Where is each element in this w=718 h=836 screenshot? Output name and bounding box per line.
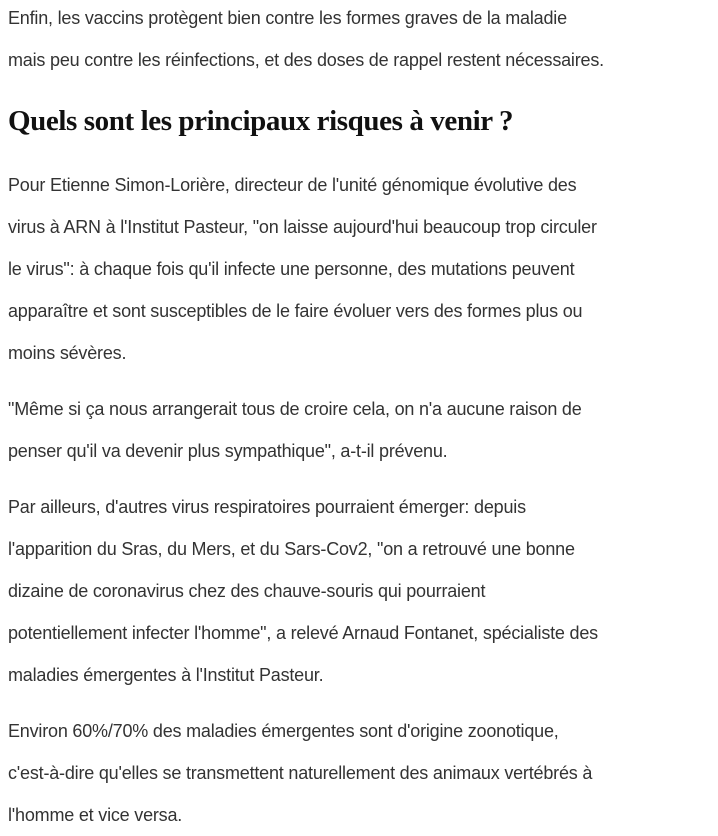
text-line: Environ 60%/70% des maladies émergentes sont d'origine zoonotique,: [8, 721, 559, 741]
section-heading: Quels sont les principaux risques à venir ?: [8, 105, 514, 137]
text-line: "Même si ça nous arrangerait tous de croire cela, on n'a aucune raison de: [8, 399, 582, 419]
paragraph-simon-loriere: [8, 164, 597, 374]
text-line: le virus": à chaque fois qu'il infecte une personne, des mutations peuvent: [8, 259, 575, 279]
text-line: maladies émergentes à l'Institut Pasteur.: [8, 665, 324, 685]
text-line: c'est-à-dire qu'elles se transmettent naturellement des animaux vertébrés à: [8, 763, 593, 783]
text-line: Enfin, les vaccins protègent bien contre les formes graves de la maladie: [8, 8, 567, 28]
text-line: dizaine de coronavirus chez des chauve-souris qui pourraient: [8, 581, 486, 601]
text-line: Pour Etienne Simon-Lorière, directeur de l'unité génomique évolutive des: [8, 175, 577, 195]
text-line: apparaître et sont susceptibles de le faire évoluer vers des formes plus ou: [8, 301, 583, 321]
paragraph-other-viruses: [8, 486, 598, 696]
intro-paragraph: [8, 0, 604, 81]
text-line: potentiellement infecter l'homme", a relevé Arnaud Fontanet, spécialiste des: [8, 623, 598, 643]
text-line: virus à ARN à l'Institut Pasteur, "on laisse aujourd'hui beaucoup trop circuler: [8, 217, 597, 237]
text-line: mais peu contre les réinfections, et des doses de rappel restent nécessaires.: [8, 50, 604, 70]
text-line: l'homme et vice versa.: [8, 805, 183, 825]
paragraph-quote: [8, 388, 582, 472]
paragraph-zoonotic: [8, 710, 592, 836]
text-line: Par ailleurs, d'autres virus respiratoires pourraient émerger: depuis: [8, 497, 526, 517]
text-line: penser qu'il va devenir plus sympathique", a-t-il prévenu.: [8, 441, 448, 461]
text-line: l'apparition du Sras, du Mers, et du Sars-Cov2, "on a retrouvé une bonne: [8, 539, 575, 559]
text-line: moins sévères.: [8, 343, 127, 363]
